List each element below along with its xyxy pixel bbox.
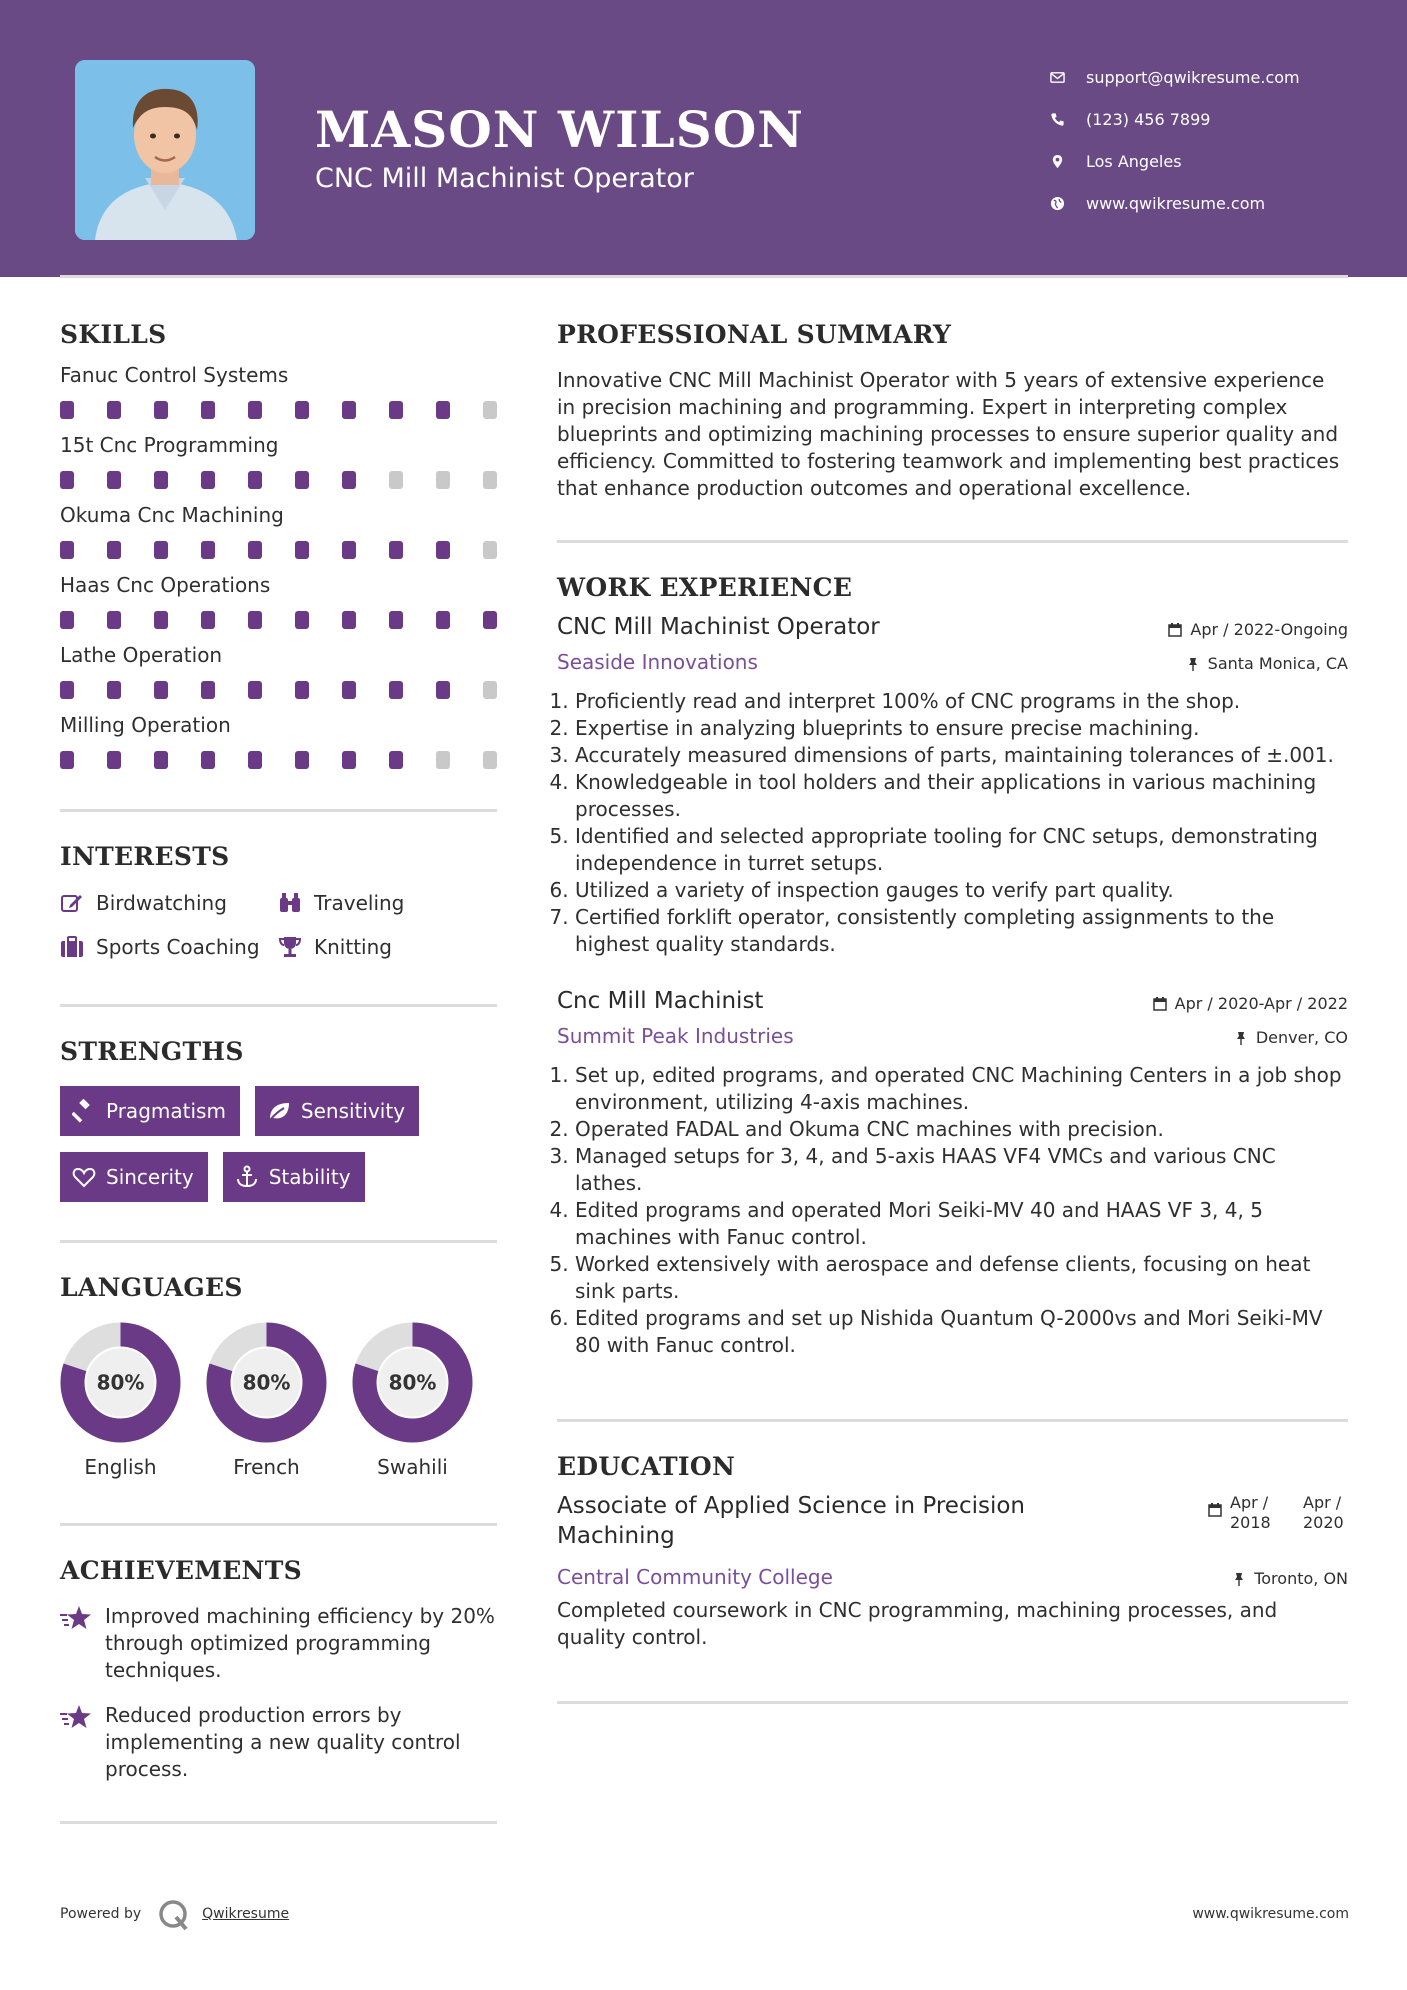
- skill-rating: [60, 751, 497, 769]
- summary-section: [557, 320, 1348, 502]
- strength-badge: [255, 1086, 419, 1136]
- rating-dot-filled: [201, 471, 215, 489]
- job-title: Cnc Mill Machinist: [557, 988, 764, 1014]
- language-progress-ring: [352, 1322, 473, 1443]
- rating-dot-filled: [201, 611, 215, 629]
- rating-dot-filled: [436, 611, 450, 629]
- rating-dot-filled: [248, 751, 262, 769]
- skills-heading: SKILLS: [60, 320, 167, 349]
- skill-item: [60, 503, 497, 559]
- rating-dot-filled: [248, 541, 262, 559]
- envelope-icon: [1050, 70, 1086, 85]
- profile-photo: [75, 60, 255, 240]
- rating-dot-filled: [248, 681, 262, 699]
- skill-rating: [60, 401, 497, 419]
- responsibility-item: 4. Knowledgeable in tool holders and their applications in various machining processes.: [575, 769, 1348, 823]
- header-divider: [60, 275, 1348, 278]
- rating-dot-filled: [389, 541, 403, 559]
- rating-dot-filled: [342, 681, 356, 699]
- star-icon: [60, 1603, 105, 1684]
- rating-dot-filled: [295, 541, 309, 559]
- resume-header: [0, 0, 1407, 277]
- rating-dot-filled: [342, 751, 356, 769]
- globe-icon: [1050, 196, 1086, 211]
- skill-name: Lathe Operation: [60, 643, 223, 667]
- job-entry: [557, 988, 1348, 1359]
- rating-dot-empty: [483, 401, 497, 419]
- rating-dot-filled: [342, 401, 356, 419]
- job-dates-text: Apr / 2020-Apr / 2022: [1174, 994, 1348, 1013]
- rating-dot-filled: [248, 471, 262, 489]
- rating-dot-filled: [295, 471, 309, 489]
- education-heading: EDUCATION: [557, 1452, 736, 1481]
- interests-list: [60, 891, 497, 959]
- section-divider: [60, 809, 497, 812]
- pin-icon: [1186, 657, 1200, 671]
- interests-section: [60, 842, 497, 959]
- responsibility-item: 7. Certified forklift operator, consistently completing assignments to the highest quality standards.: [575, 904, 1348, 958]
- rating-dot-empty: [483, 541, 497, 559]
- skill-name: Milling Operation: [60, 713, 231, 737]
- job-dates-text: Apr / 2022-Ongoing: [1190, 620, 1348, 639]
- interest-label: Birdwatching: [96, 891, 227, 915]
- portrait-image: [75, 60, 255, 240]
- rating-dot-filled: [60, 471, 74, 489]
- responsibility-item: 6. Edited programs and set up Nishida Quantum Q-2000vs and Mori Seiki-MV 80 with Fanuc control.: [575, 1305, 1348, 1359]
- rating-dot-filled: [60, 401, 74, 419]
- skill-name: Fanuc Control Systems: [60, 363, 289, 387]
- rating-dot-filled: [295, 611, 309, 629]
- footer-powered-by: [60, 1897, 289, 1931]
- responsibility-item: 1. Set up, edited programs, and operated CNC Machining Centers in a job shop environment, utilizing 4-axis machines.: [575, 1062, 1348, 1116]
- skills-list: [60, 363, 497, 769]
- rating-dot-filled: [154, 751, 168, 769]
- interest-item: [60, 891, 278, 915]
- section-divider: [60, 1523, 497, 1526]
- rating-dot-filled: [154, 401, 168, 419]
- job-dates: [1153, 994, 1348, 1013]
- language-progress-ring: [60, 1322, 181, 1443]
- rating-dot-filled: [389, 401, 403, 419]
- responsibility-item: 1. Proficiently read and interpret 100% of CNC programs in the shop.: [575, 688, 1348, 715]
- rating-dot-filled: [107, 401, 121, 419]
- summary-text: Innovative CNC Mill Machinist Operator with 5 years of extensive experience in precision machining and programming. Expert in interpreting complex blueprints and optimizing machining processes to ensure superior quality and efficiency. Committed to fostering teamwork and implementing best practices that enhance production outcomes and operational excellence.: [557, 368, 1340, 500]
- achievement-item: [60, 1702, 497, 1783]
- rating-dot-empty: [389, 471, 403, 489]
- job-responsibilities: [557, 1062, 1348, 1359]
- language-item: [206, 1322, 327, 1479]
- rating-dot-filled: [107, 681, 121, 699]
- education-start: Apr / 2018: [1230, 1493, 1271, 1532]
- achievement-text: Reduced production errors by implementing a new quality control process.: [105, 1703, 461, 1781]
- strength-badge: [60, 1086, 240, 1136]
- section-divider: [557, 540, 1348, 543]
- achievements-section: [60, 1556, 497, 1783]
- rating-dot-filled: [154, 681, 168, 699]
- skill-name: Okuma Cnc Machining: [60, 503, 284, 527]
- language-name: Swahili: [377, 1455, 448, 1479]
- language-percent: 80%: [96, 1370, 145, 1395]
- language-item: [60, 1322, 181, 1479]
- section-divider: [557, 1701, 1348, 1704]
- skill-name: Haas Cnc Operations: [60, 573, 271, 597]
- trophy-icon: [278, 936, 314, 958]
- skill-rating: [60, 471, 497, 489]
- language-progress-ring: [206, 1322, 327, 1443]
- rating-dot-filled: [201, 401, 215, 419]
- languages-heading: LANGUAGES: [60, 1273, 243, 1302]
- strength-label: Sensitivity: [300, 1099, 406, 1123]
- rating-dot-filled: [389, 611, 403, 629]
- section-divider: [60, 1240, 497, 1243]
- job-dates: [1168, 620, 1348, 639]
- company-name: Seaside Innovations: [557, 650, 758, 674]
- strength-badge: [60, 1152, 208, 1202]
- strengths-list: [60, 1086, 497, 1202]
- section-divider: [60, 1004, 497, 1007]
- rating-dot-filled: [201, 681, 215, 699]
- right-column: [557, 320, 1348, 1704]
- brand-link[interactable]: Qwikresume: [202, 1906, 290, 1922]
- skill-item: [60, 713, 497, 769]
- company-name: Summit Peak Industries: [557, 1024, 794, 1048]
- gavel-icon: [72, 1099, 96, 1123]
- rating-dot-filled: [436, 541, 450, 559]
- job-title: CNC Mill Machinist Operator: [557, 614, 880, 640]
- rating-dot-filled: [342, 611, 356, 629]
- skill-item: [60, 643, 497, 699]
- skill-rating: [60, 541, 497, 559]
- education-end: Apr / 2020: [1303, 1493, 1344, 1532]
- interest-label: Knitting: [314, 935, 392, 959]
- rating-dot-filled: [295, 401, 309, 419]
- language-percent: 80%: [242, 1370, 291, 1395]
- rating-dot-filled: [107, 541, 121, 559]
- experience-section: [557, 573, 1348, 1359]
- responsibility-item: 3. Accurately measured dimensions of parts, maintaining tolerances of ±.001.: [575, 742, 1348, 769]
- responsibility-item: 5. Worked extensively with aerospace and defense clients, focusing on heat sink parts.: [575, 1251, 1348, 1305]
- experience-heading: WORK EXPERIENCE: [557, 573, 853, 602]
- phone-icon: [1050, 112, 1086, 127]
- strengths-heading: STRENGTHS: [60, 1037, 244, 1066]
- rating-dot-filled: [60, 751, 74, 769]
- rating-dot-filled: [295, 751, 309, 769]
- star-icon: [60, 1702, 105, 1783]
- contact-email[interactable]: [1050, 56, 1300, 98]
- rating-dot-filled: [107, 611, 121, 629]
- rating-dot-empty: [436, 751, 450, 769]
- rating-dot-filled: [107, 471, 121, 489]
- language-name: French: [233, 1455, 300, 1479]
- education-dates: [1208, 1493, 1348, 1533]
- pin-icon: [1232, 1572, 1246, 1586]
- rating-dot-filled: [248, 611, 262, 629]
- rating-dot-filled: [389, 751, 403, 769]
- rating-dot-filled: [436, 681, 450, 699]
- responsibility-item: 3. Managed setups for 3, 4, and 5-axis HAAS VF4 VMCs and various CNC lathes.: [575, 1143, 1348, 1197]
- heart-icon: [72, 1165, 96, 1189]
- rating-dot-filled: [201, 751, 215, 769]
- job-location: [1186, 654, 1348, 673]
- rating-dot-filled: [295, 681, 309, 699]
- calendar-icon: [1208, 1503, 1222, 1517]
- strength-label: Stability: [268, 1165, 351, 1189]
- school-name: Central Community College: [557, 1565, 833, 1589]
- skills-section: [60, 320, 497, 769]
- contact-location: [1050, 140, 1300, 182]
- contact-phone[interactable]: [1050, 98, 1300, 140]
- responsibility-item: 4. Edited programs and operated Mori Seiki-MV 40 and HAAS VF 3, 4, 5 machines with Fanuc control.: [575, 1197, 1348, 1251]
- powered-by-text: Powered by: [60, 1906, 142, 1922]
- skill-rating: [60, 611, 497, 629]
- contact-email-text: support@qwikresume.com: [1086, 67, 1300, 87]
- calendar-icon: [1168, 623, 1182, 637]
- job-entry: [557, 614, 1348, 958]
- anchor-icon: [235, 1165, 259, 1189]
- section-divider: [60, 1821, 497, 1824]
- skill-item: [60, 363, 497, 419]
- interest-item: [278, 935, 497, 959]
- strength-badge: [223, 1152, 365, 1202]
- rating-dot-filled: [248, 401, 262, 419]
- rating-dot-filled: [60, 611, 74, 629]
- rating-dot-empty: [483, 681, 497, 699]
- leaf-icon: [267, 1099, 291, 1123]
- achievements-heading: ACHIEVEMENTS: [60, 1556, 302, 1585]
- language-percent: 80%: [388, 1370, 437, 1395]
- education-location-text: Toronto, ON: [1254, 1569, 1348, 1588]
- skill-rating: [60, 681, 497, 699]
- rating-dot-filled: [436, 401, 450, 419]
- rating-dot-filled: [154, 541, 168, 559]
- rating-dot-empty: [436, 471, 450, 489]
- candidate-title: CNC Mill Machinist Operator: [315, 163, 694, 194]
- rating-dot-filled: [154, 611, 168, 629]
- language-item: [352, 1322, 473, 1479]
- job-location-text: Santa Monica, CA: [1207, 654, 1348, 673]
- strength-label: Sincerity: [106, 1165, 194, 1189]
- rating-dot-filled: [342, 471, 356, 489]
- strengths-section: [60, 1037, 497, 1202]
- job-responsibilities: [557, 688, 1348, 958]
- skill-name: 15t Cnc Programming: [60, 433, 279, 457]
- rating-dot-empty: [483, 471, 497, 489]
- responsibility-item: 2. Operated FADAL and Okuma CNC machines with precision.: [575, 1116, 1348, 1143]
- rating-dot-empty: [483, 751, 497, 769]
- calendar-icon: [1153, 997, 1167, 1011]
- suitcase-icon: [60, 936, 96, 958]
- interest-label: Traveling: [314, 891, 405, 915]
- job-location-text: Denver, CO: [1255, 1028, 1348, 1047]
- rating-dot-filled: [342, 541, 356, 559]
- contact-phone-text: (123) 456 7899: [1086, 109, 1211, 129]
- contact-list: [1050, 56, 1300, 224]
- education-description: Completed coursework in CNC programming, machining processes, and quality control.: [557, 1598, 1278, 1649]
- degree-title: Associate of Applied Science in Precision Machining: [557, 1493, 1026, 1549]
- rating-dot-filled: [389, 681, 403, 699]
- skill-item: [60, 573, 497, 629]
- language-name: English: [84, 1455, 157, 1479]
- interests-heading: INTERESTS: [60, 842, 230, 871]
- rating-dot-filled: [60, 541, 74, 559]
- strength-label: Pragmatism: [106, 1099, 226, 1123]
- achievement-text: Improved machining efficiency by 20% through optimized programming techniques.: [105, 1604, 495, 1682]
- responsibility-item: 2. Expertise in analyzing blueprints to ensure precise machining.: [575, 715, 1348, 742]
- left-column: [60, 320, 497, 1824]
- languages-list: [60, 1322, 497, 1479]
- job-location: [1234, 1028, 1348, 1047]
- pin-icon: [1234, 1031, 1248, 1045]
- rating-dot-filled: [154, 471, 168, 489]
- languages-section: [60, 1273, 497, 1479]
- contact-location-text: Los Angeles: [1086, 151, 1182, 171]
- responsibility-item: 6. Utilized a variety of inspection gauges to verify part quality.: [575, 877, 1348, 904]
- contact-website[interactable]: [1050, 182, 1300, 224]
- qwikresume-logo-icon: [156, 1897, 190, 1931]
- rating-dot-filled: [483, 611, 497, 629]
- education-section: [557, 1452, 1348, 1651]
- achievement-item: [60, 1603, 497, 1684]
- section-divider: [557, 1419, 1348, 1422]
- interest-item: [60, 935, 278, 959]
- map-marker-icon: [1050, 154, 1086, 169]
- edit-icon: [60, 892, 96, 914]
- responsibility-item: 5. Identified and selected appropriate tooling for CNC setups, demonstrating independence in turret setups.: [575, 823, 1348, 877]
- rating-dot-filled: [201, 541, 215, 559]
- interest-label: Sports Coaching: [96, 935, 260, 959]
- summary-heading: PROFESSIONAL SUMMARY: [557, 320, 952, 349]
- binoculars-icon: [278, 892, 314, 914]
- footer-website[interactable]: www.qwikresume.com: [1192, 1906, 1349, 1922]
- skill-item: [60, 433, 497, 489]
- candidate-name: MASON WILSON: [315, 100, 804, 159]
- interest-item: [278, 891, 497, 915]
- rating-dot-filled: [60, 681, 74, 699]
- education-location: [1232, 1569, 1348, 1588]
- rating-dot-filled: [107, 751, 121, 769]
- contact-website-text: www.qwikresume.com: [1086, 193, 1266, 213]
